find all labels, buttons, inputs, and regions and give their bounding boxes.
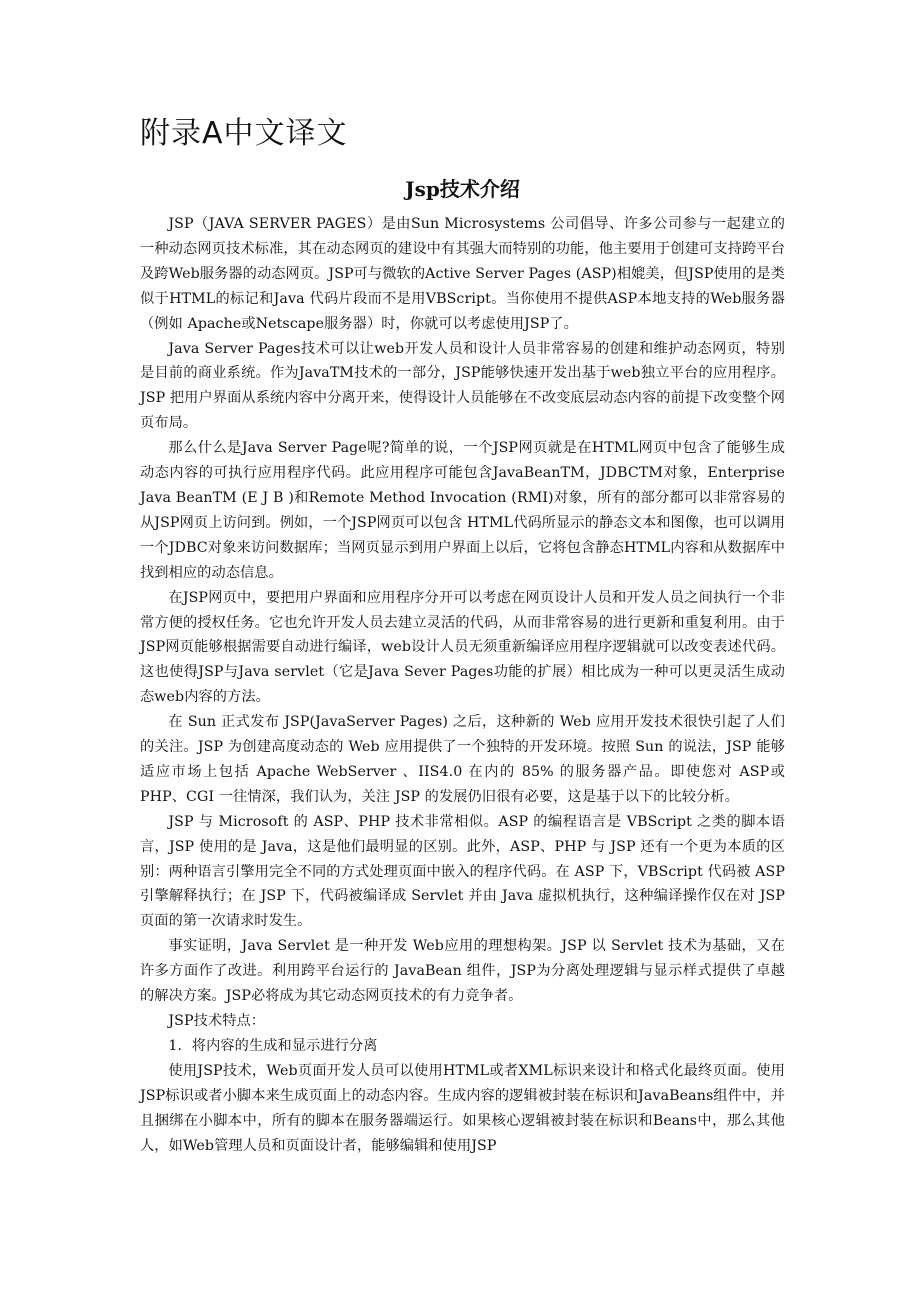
feature-item-1: 1．将内容的生成和显示进行分离: [168, 1037, 378, 1054]
features-heading: JSP技术特点：: [168, 1013, 266, 1029]
paragraph-4: 在JSP网页中，要把用户界面和应用程序分开可以考虑在网页设计人员和开发人员之间执行一个非常方便的授权任务。它也允许开发人员去建立灵活的代码，从而非常容易的进行更新和重复利用。由于JSP网页能够根据需要自动进行编译，web设计人员无须重新编译应用程序逻辑就可以改变表述代码。这也使得JSP与Java servlet（它是Java Sever Pages功能的扩展）相比成为一种可以更灵活生成动态web内容的方法。: [140, 589, 785, 706]
paragraph-5: 在 Sun 正式发布 JSP(JavaServer Pages) 之后，这种新的 Web 应用开发技术很快引起了人们的关注。JSP 为创建高度动态的 Web 应用提供了一个独特的开发环境。按照 Sun 的说法，JSP 能够适应市场上包括 Apache WebServer 、IIS4.0 在内的 85% 的服务器产品。即使您对 ASP或PHP、CGI 一往情深，我们认为，关注 JSP 的发展仍旧很有必要，这是基于以下的比较分析。: [140, 714, 785, 805]
paragraph-2: Java Server Pages技术可以让web开发人员和设计人员非常容易的创建和维护动态网页，特别是目前的商业系统。作为JavaTM技术的一部分，JSP能够快速开发出基于web独立平台的应用程序。JSP 把用户界面从系统内容中分离开来，使得设计人员能够在不改变底层动态内容的前提下改变整个网页布局。: [140, 340, 785, 432]
paragraph-1: JSP（JAVA SERVER PAGES）是由Sun Microsystems 公司倡导、许多公司参与一起建立的一种动态网页技术标准，其在动态网页的建设中有其强大而特别的功能，他主要用于创建可支持跨平台及跨Web服务器的动态网页。JSP可与微软的Active Server Pages (ASP)相媲美，但JSP使用的是类似于HTML的标记和Java 代码片段而不是用VBScript。当你使用不提供ASP本地支持的Web服务器（例如 Apache或Netscape服务器）时，你就可以考虑使用JSP了。: [140, 216, 785, 332]
paragraph-3: 那么什么是Java Server Page呢?简单的说，一个JSP网页就是在HTML网页中包含了能够生成动态内容的可执行应用程序代码。此应用程序可能包含JavaBeanTM，JDBCTM对象，Enterprise Java BeanTM (E J B )和Remote Method Invocation (RMI)对象，所有的部分都可以非常容易的从JSP网页上访问到。例如，一个JSP网页可以包含 HTML代码所显示的静态文本和图像，也可以调用一个JDBC对象来访问数据库；当网页显示到用户界面上以后，它将包含静态HTML内容和从数据库中找到相应的动态信息。: [140, 440, 785, 581]
paragraph-6: JSP 与 Microsoft 的 ASP、PHP 技术非常相似。ASP 的编程语言是 VBScript 之类的脚本语言，JSP 使用的是 Java，这是他们最明显的区别。此外，ASP、PHP 与 JSP 还有一个更为本质的区别：两种语言引擎用完全不同的方式处理页面中嵌入的程序代码。在 ASP 下，VBScript 代码被 ASP 引擎解释执行；在 JSP 下，代码被编译成 Servlet 并由 Java 虚拟机执行，这种编译操作仅在对 JSP 页面的第一次请求时发生。: [140, 813, 785, 930]
paragraph-7: 事实证明，Java Servlet 是一种开发 Web应用的理想构架。JSP 以 Servlet 技术为基础，又在许多方面作了改进。利用跨平台运行的 JavaBean 组件，JSP为分离处理逻辑与显示样式提供了卓越的解决方案。JSP必将成为其它动态网页技术的有力竞争者。: [140, 938, 785, 1005]
article-title: Jsp技术介绍: [405, 177, 520, 201]
appendix-title: 附录A中文译文: [140, 116, 348, 151]
document-page: [140, 112, 785, 1158]
paragraph-8: 使用JSP技术，Web页面开发人员可以使用HTML或者XML标识来设计和格式化最终页面。使用JSP标识或者小脚本来生成页面上的动态内容。生成内容的逻辑被封装在标识和JavaBeans组件中，并且捆绑在小脚本中，所有的脚本在服务器端运行。如果核心逻辑被封装在标识和Beans中，那么其他人，如Web管理人员和页面设计者，能够编辑和使用JSP: [140, 1062, 785, 1154]
